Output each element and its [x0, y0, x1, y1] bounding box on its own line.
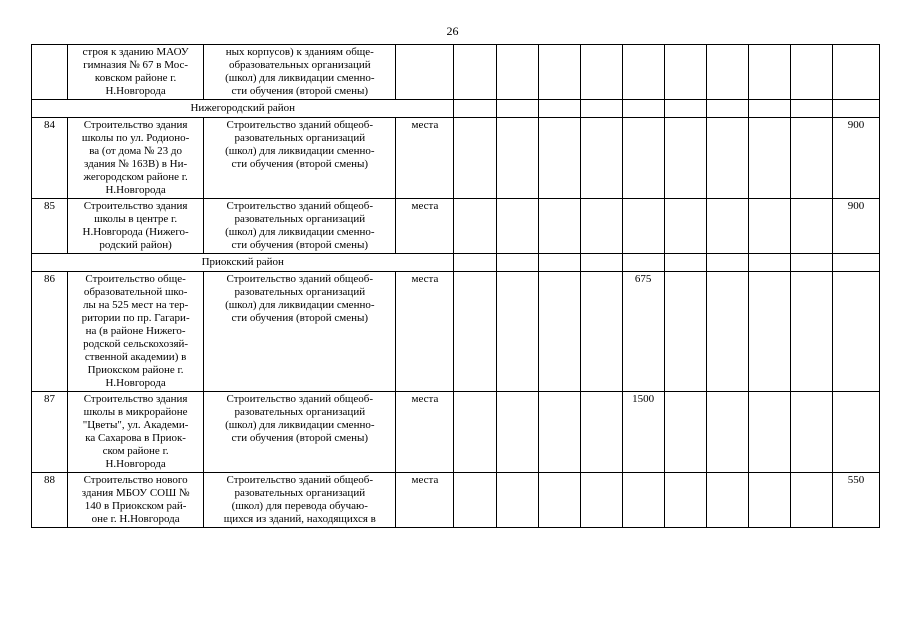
value-cell	[748, 254, 790, 272]
value-cell	[538, 118, 580, 199]
row-number: 87	[32, 392, 68, 473]
value-cell	[664, 272, 706, 392]
value-cell	[748, 45, 790, 100]
value-cell	[622, 45, 664, 100]
value-cell	[832, 45, 879, 100]
table-row	[32, 199, 880, 254]
value-cell	[496, 199, 538, 254]
value-cell	[748, 199, 790, 254]
value-cell: 900	[832, 199, 879, 254]
value-cell	[706, 100, 748, 118]
value-cell	[706, 272, 748, 392]
value-cell	[622, 473, 664, 528]
object-purpose: Строительство зданий общеоб- разовательных организаций (школ) для ликвидации сменно- сти обучения (второй смены)	[204, 118, 396, 199]
value-cell	[538, 199, 580, 254]
unit-cell: места	[396, 392, 454, 473]
value-cell	[832, 254, 879, 272]
unit-cell: места	[396, 272, 454, 392]
object-name: Строительство здания школы в микрорайоне "Цветы", ул. Академи- ка Сахарова в Приок- ском районе г. Н.Новгорода	[68, 392, 204, 473]
unit-cell: места	[396, 199, 454, 254]
value-cell	[748, 473, 790, 528]
value-cell	[454, 100, 496, 118]
unit-cell: места	[396, 118, 454, 199]
value-cell	[454, 45, 496, 100]
value-cell	[580, 118, 622, 199]
row-number: 88	[32, 473, 68, 528]
value-cell	[790, 254, 832, 272]
value-cell	[790, 199, 832, 254]
value-cell	[496, 45, 538, 100]
value-cell	[706, 392, 748, 473]
table-body	[32, 45, 880, 528]
value-cell	[580, 100, 622, 118]
row-number: 85	[32, 199, 68, 254]
value-cell	[622, 100, 664, 118]
value-cell	[832, 100, 879, 118]
value-cell	[832, 392, 879, 473]
object-purpose: Строительство зданий общеоб- разовательных организаций (школ) для перевода обучаю- щихся из зданий, находящихся в	[204, 473, 396, 528]
table-row	[32, 392, 880, 473]
value-cell	[832, 272, 879, 392]
page-number: 26	[446, 24, 459, 38]
value-cell	[538, 254, 580, 272]
value-cell	[454, 199, 496, 254]
value-cell	[706, 199, 748, 254]
value-cell: 675	[622, 272, 664, 392]
object-name: Строительство обще- образовательной шко- лы на 525 мест на тер- ритории по пр. Гагари- на (в районе Нижего- родской сельскохозяй- ственной академии) в Приокском районе г. Н.Новгорода	[68, 272, 204, 392]
value-cell	[454, 473, 496, 528]
value-cell: 550	[832, 473, 879, 528]
value-cell	[664, 45, 706, 100]
value-cell	[706, 45, 748, 100]
value-cell	[580, 473, 622, 528]
value-cell	[580, 199, 622, 254]
value-cell	[664, 118, 706, 199]
unit-cell: места	[396, 473, 454, 528]
value-cell	[622, 199, 664, 254]
table-row	[32, 473, 880, 528]
value-cell	[538, 392, 580, 473]
value-cell: 1500	[622, 392, 664, 473]
row-number	[32, 45, 68, 100]
value-cell	[538, 473, 580, 528]
value-cell	[748, 118, 790, 199]
value-cell	[496, 272, 538, 392]
value-cell	[706, 254, 748, 272]
value-cell	[580, 392, 622, 473]
value-cell	[748, 392, 790, 473]
value-cell	[664, 199, 706, 254]
row-number: 84	[32, 118, 68, 199]
value-cell	[790, 473, 832, 528]
value-cell	[454, 118, 496, 199]
value-cell	[790, 118, 832, 199]
value-cell	[790, 272, 832, 392]
table-row	[32, 118, 880, 199]
value-cell	[454, 272, 496, 392]
table-row	[32, 45, 880, 100]
object-name: строя к зданию МАОУ гимназия № 67 в Мос- ковском районе г. Н.Новгорода	[68, 45, 204, 100]
value-cell	[496, 392, 538, 473]
value-cell	[454, 254, 496, 272]
value-cell	[790, 100, 832, 118]
section-title: Приокский район	[32, 254, 454, 272]
object-name: Строительство нового здания МБОУ СОШ № 140 в Приокском рай- оне г. Н.Новгорода	[68, 473, 204, 528]
section-header-row	[32, 100, 880, 118]
value-cell	[664, 254, 706, 272]
value-cell	[664, 473, 706, 528]
object-name: Строительство здания школы по ул. Родионо- ва (от дома № 23 до здания № 163В) в Ни- жегородском районе г. Н.Новгорода	[68, 118, 204, 199]
value-cell	[664, 392, 706, 473]
value-cell	[706, 473, 748, 528]
unit-cell	[396, 45, 454, 100]
value-cell	[790, 392, 832, 473]
value-cell	[664, 100, 706, 118]
value-cell	[538, 272, 580, 392]
value-cell: 900	[832, 118, 879, 199]
row-number: 86	[32, 272, 68, 392]
value-cell	[790, 45, 832, 100]
value-cell	[748, 100, 790, 118]
section-title: Нижегородский район	[32, 100, 454, 118]
value-cell	[580, 45, 622, 100]
value-cell	[496, 473, 538, 528]
value-cell	[538, 45, 580, 100]
section-header-row	[32, 254, 880, 272]
value-cell	[496, 100, 538, 118]
object-name: Строительство здания школы в центре г. Н.Новгорода (Нижего- родский район)	[68, 199, 204, 254]
value-cell	[580, 254, 622, 272]
value-cell	[580, 272, 622, 392]
value-cell	[706, 118, 748, 199]
value-cell	[496, 118, 538, 199]
value-cell	[538, 100, 580, 118]
value-cell	[748, 272, 790, 392]
document-table	[31, 44, 880, 528]
object-purpose: Строительство зданий общеоб- разовательных организаций (школ) для ликвидации сменно- сти обучения (второй смены)	[204, 392, 396, 473]
object-purpose: ных корпусов) к зданиям обще- образовательных организаций (школ) для ликвидации сменно- сти обучения (второй смены)	[204, 45, 396, 100]
table-row	[32, 272, 880, 392]
object-purpose: Строительство зданий общеоб- разовательных организаций (школ) для ликвидации сменно- сти обучения (второй смены)	[204, 272, 396, 392]
value-cell	[454, 392, 496, 473]
value-cell	[496, 254, 538, 272]
value-cell	[622, 254, 664, 272]
object-purpose: Строительство зданий общеоб- разовательных организаций (школ) для ликвидации сменно- сти обучения (второй смены)	[204, 199, 396, 254]
value-cell	[622, 118, 664, 199]
